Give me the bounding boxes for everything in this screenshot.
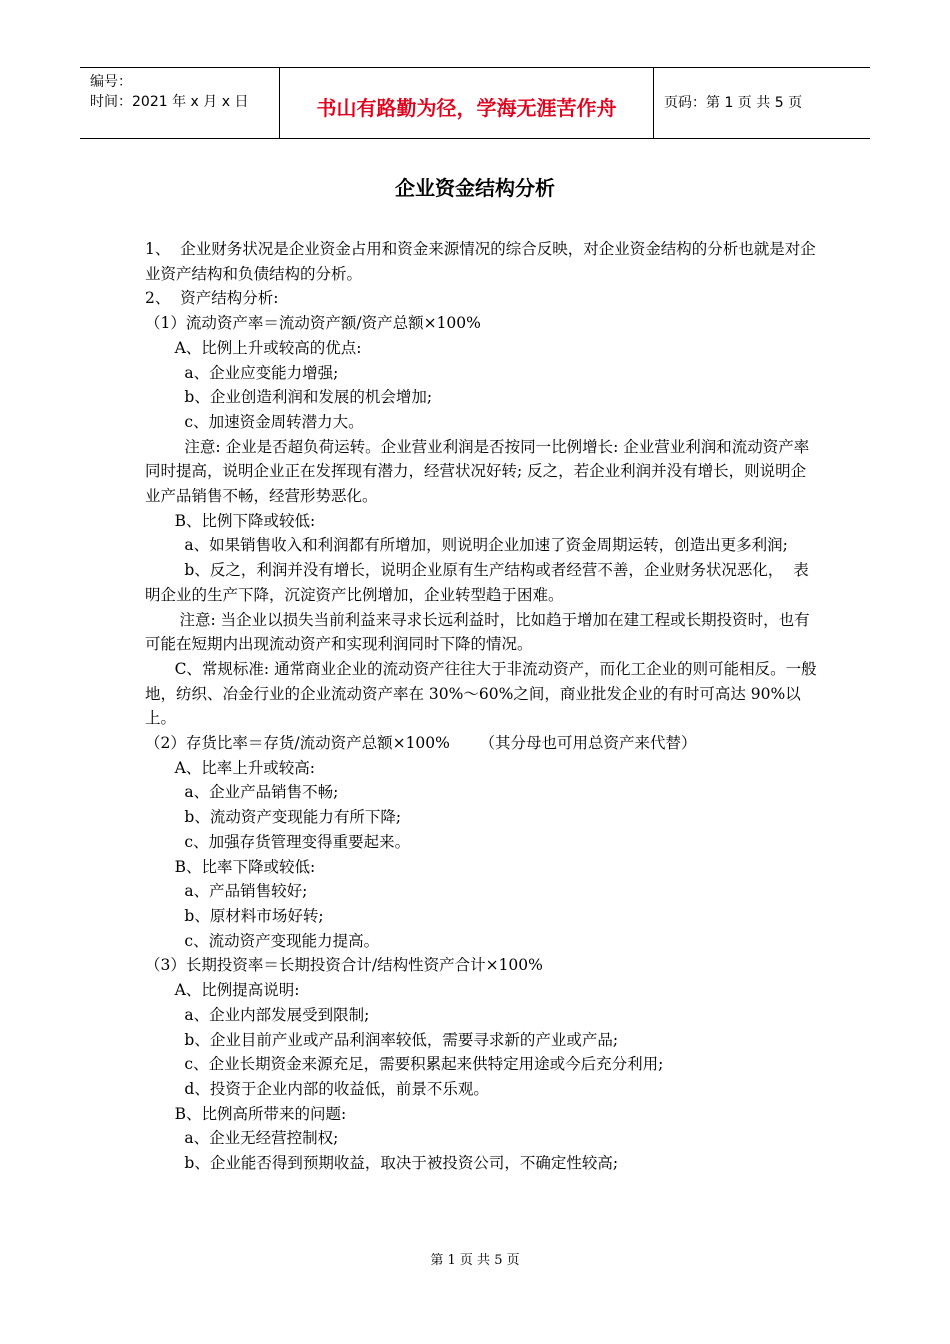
paragraph: b、企业目前产业或产品利润率较低，需要寻求新的产业或产品; (145, 1030, 619, 1049)
document-date: 时间：2021 年 x 月 x 日 (90, 94, 249, 110)
paragraph: （3）长期投资率＝长期投资合计/结构性资产合计×100% (145, 956, 543, 975)
paragraph: A、比例上升或较高的优点: (145, 338, 362, 357)
page-header (80, 67, 870, 139)
paragraph: B、比例高所带来的问题: (145, 1104, 347, 1123)
paragraph: d、投资于企业内部的收益低，前景不乐观。 (145, 1079, 489, 1098)
paragraph: A、比例提高说明: (145, 981, 300, 1000)
header-meta (80, 68, 280, 138)
paragraph: B、比例下降或较低: (145, 511, 316, 530)
paragraph: b、反之，利润并没有增长，说明企业原有生产结构或者经营不善，企业财务状况恶化， 表明企业的生产下降，沉淀资产比例增加，企业转型趋于困难。 (145, 561, 809, 604)
paragraph: 1、 企业财务状况是企业资金占用和资金来源情况的综合反映，对企业资金结构的分析也就是对企业资产结构和负债结构的分析。 (145, 240, 816, 283)
paragraph: b、企业能否得到预期收益，取决于被投资公司，不确定性较高; (145, 1154, 619, 1173)
document-title: 企业资金结构分析 (395, 176, 555, 200)
document-number-label: 编号： (90, 74, 132, 90)
page-footer: 第 1 页 共 5 页 (430, 1253, 520, 1268)
paragraph: B、比率下降或较低: (145, 857, 316, 876)
header-motto: 书山有路勤为径，学海无涯苦作舟 (316, 96, 617, 120)
paragraph: b、企业创造利润和发展的机会增加; (145, 388, 433, 407)
header-page-info: 页码：第 1 页 共 5 页 (664, 95, 803, 111)
paragraph: a、如果销售收入和利润都有所增加，则说明企业加速了资金周期运转，创造出更多利润; (145, 536, 788, 555)
paragraph: c、加速资金周转潜力大。 (145, 412, 364, 431)
paragraph: c、企业长期资金来源充足，需要积累起来供特定用途或今后充分利用; (145, 1055, 664, 1074)
paragraph: 注意: 当企业以损失当前利益来寻求长远利益时，比如趋于增加在建工程或长期投资时，也有可能在短期内出现流动资产和实现利润同时下降的情况。 (145, 610, 810, 654)
paragraph: a、企业内部发展受到限制; (145, 1005, 370, 1024)
paragraph: A、比率上升或较高: (145, 758, 315, 777)
paragraph: （2）存货比率＝存货/流动资产总额×100% （其分母也可用总资产来代替） (145, 734, 697, 753)
paragraph: b、流动资产变现能力有所下降; (145, 808, 402, 827)
paragraph: a、产品销售较好; (145, 882, 308, 901)
paragraph: a、企业无经营控制权; (145, 1129, 339, 1148)
paragraph: 2、 资产结构分析: (145, 289, 279, 308)
paragraph: 注意: 企业是否超负荷运转。企业营业利润是否按同一比例增长: 企业营业利润和流动资产率同时提高，说明企业正在发挥现有潜力，经营状况好转; 反之，若企业利润并没有增长，则说明企业产品销售不畅，经营形势恶化。 (145, 437, 810, 506)
paragraph: c、加强存货管理变得重要起来。 (145, 832, 411, 851)
paragraph: a、企业应变能力增强; (145, 363, 339, 382)
paragraph: （1）流动资产率＝流动资产额/资产总额×100% (145, 314, 481, 333)
paragraph: c、流动资产变现能力提高。 (145, 931, 380, 950)
header-motto-cell (280, 68, 654, 138)
paragraph: a、企业产品销售不畅; (145, 783, 339, 802)
paragraph: b、原材料市场好转; (145, 906, 324, 925)
document-body (145, 237, 820, 1176)
paragraph: C、常规标准: 通常商业企业的流动资产往往大于非流动资产，而化工企业的则可能相反。一般地，纺织、冶金行业的企业流动资产率在 30%～60%之间，商业批发企业的有时可高达 90%以上。 (145, 659, 817, 728)
